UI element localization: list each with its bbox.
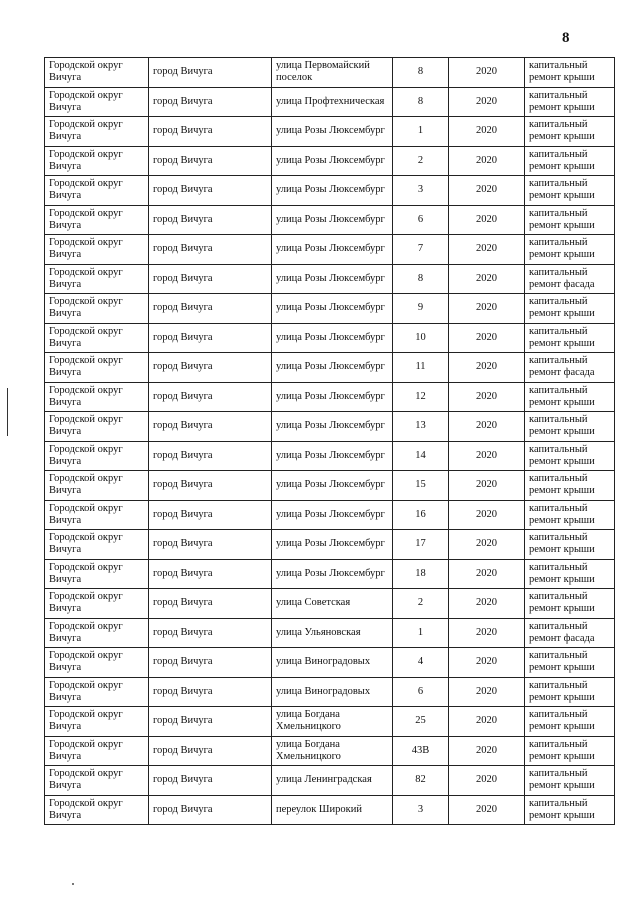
street-cell: улица Розы Люксембург (272, 559, 393, 589)
work-type-cell: капитальный ремонт крыши (525, 146, 615, 176)
district-cell: Городской округ Вичуга (45, 176, 149, 206)
work-type-cell: капитальный ремонт крыши (525, 117, 615, 147)
house-number-cell: 10 (393, 323, 449, 353)
city-cell: город Вичуга (149, 589, 272, 619)
street-cell: улица Розы Люксембург (272, 530, 393, 560)
house-number-cell: 12 (393, 382, 449, 412)
margin-mark (7, 388, 8, 436)
house-number-cell: 2 (393, 146, 449, 176)
year-cell: 2020 (449, 146, 525, 176)
district-cell: Городской округ Вичуга (45, 412, 149, 442)
work-type-cell: капитальный ремонт крыши (525, 471, 615, 501)
city-cell: город Вичуга (149, 382, 272, 412)
work-type-cell: капитальный ремонт крыши (525, 707, 615, 737)
house-number-cell: 1 (393, 618, 449, 648)
year-cell: 2020 (449, 117, 525, 147)
year-cell: 2020 (449, 235, 525, 265)
district-cell: Городской округ Вичуга (45, 471, 149, 501)
table-row (45, 648, 615, 678)
house-number-cell: 4 (393, 648, 449, 678)
year-cell: 2020 (449, 648, 525, 678)
city-cell: город Вичуга (149, 412, 272, 442)
year-cell: 2020 (449, 264, 525, 294)
work-type-cell: капитальный ремонт фасада (525, 264, 615, 294)
city-cell: город Вичуга (149, 736, 272, 766)
work-type-cell: капитальный ремонт крыши (525, 87, 615, 117)
year-cell: 2020 (449, 559, 525, 589)
street-cell: улица Розы Люксембург (272, 205, 393, 235)
table-row (45, 87, 615, 117)
city-cell: город Вичуга (149, 559, 272, 589)
year-cell: 2020 (449, 736, 525, 766)
table-row (45, 795, 615, 825)
city-cell: город Вичуга (149, 146, 272, 176)
table-row (45, 146, 615, 176)
house-number-cell: 13 (393, 412, 449, 442)
district-cell: Городской округ Вичуга (45, 736, 149, 766)
table-row (45, 58, 615, 88)
table-row (45, 176, 615, 206)
year-cell: 2020 (449, 205, 525, 235)
registry-table (44, 57, 615, 825)
street-cell: улица Богдана Хмельницкого (272, 707, 393, 737)
table-row (45, 323, 615, 353)
work-type-cell: капитальный ремонт крыши (525, 589, 615, 619)
city-cell: город Вичуга (149, 176, 272, 206)
district-cell: Городской округ Вичуга (45, 500, 149, 530)
table-row (45, 294, 615, 324)
work-type-cell: капитальный ремонт крыши (525, 500, 615, 530)
table-row (45, 500, 615, 530)
street-cell: улица Розы Люксембург (272, 146, 393, 176)
street-cell: улица Розы Люксембург (272, 353, 393, 383)
year-cell: 2020 (449, 618, 525, 648)
work-type-cell: капитальный ремонт крыши (525, 559, 615, 589)
street-cell: улица Розы Люксембург (272, 441, 393, 471)
house-number-cell: 3 (393, 176, 449, 206)
table-row (45, 205, 615, 235)
house-number-cell: 7 (393, 235, 449, 265)
year-cell: 2020 (449, 294, 525, 324)
city-cell: город Вичуга (149, 58, 272, 88)
work-type-cell: капитальный ремонт крыши (525, 412, 615, 442)
city-cell: город Вичуга (149, 648, 272, 678)
street-cell: улица Розы Люксембург (272, 500, 393, 530)
street-cell: улица Розы Люксембург (272, 412, 393, 442)
district-cell: Городской округ Вичуга (45, 648, 149, 678)
street-cell: улица Ульяновская (272, 618, 393, 648)
city-cell: город Вичуга (149, 530, 272, 560)
work-type-cell: капитальный ремонт крыши (525, 766, 615, 796)
city-cell: город Вичуга (149, 500, 272, 530)
work-type-cell: капитальный ремонт крыши (525, 441, 615, 471)
house-number-cell: 16 (393, 500, 449, 530)
table-row (45, 589, 615, 619)
table-row (45, 707, 615, 737)
table-row (45, 736, 615, 766)
district-cell: Городской округ Вичуга (45, 795, 149, 825)
district-cell: Городской округ Вичуга (45, 87, 149, 117)
house-number-cell: 14 (393, 441, 449, 471)
city-cell: город Вичуга (149, 87, 272, 117)
street-cell: улица Розы Люксембург (272, 117, 393, 147)
district-cell: Городской округ Вичуга (45, 58, 149, 88)
district-cell: Городской округ Вичуга (45, 205, 149, 235)
house-number-cell: 43В (393, 736, 449, 766)
city-cell: город Вичуга (149, 441, 272, 471)
district-cell: Городской округ Вичуга (45, 559, 149, 589)
work-type-cell: капитальный ремонт фасада (525, 618, 615, 648)
registry-body (45, 58, 615, 825)
city-cell: город Вичуга (149, 795, 272, 825)
street-cell: улица Розы Люксембург (272, 294, 393, 324)
house-number-cell: 8 (393, 58, 449, 88)
street-cell: улица Ленинградская (272, 766, 393, 796)
year-cell: 2020 (449, 471, 525, 501)
street-cell: улица Розы Люксембург (272, 471, 393, 501)
district-cell: Городской округ Вичуга (45, 323, 149, 353)
district-cell: Городской округ Вичуга (45, 707, 149, 737)
house-number-cell: 25 (393, 707, 449, 737)
year-cell: 2020 (449, 176, 525, 206)
street-cell: улица Розы Люксембург (272, 382, 393, 412)
year-cell: 2020 (449, 766, 525, 796)
work-type-cell: капитальный ремонт крыши (525, 176, 615, 206)
district-cell: Городской округ Вичуга (45, 235, 149, 265)
work-type-cell: капитальный ремонт крыши (525, 205, 615, 235)
street-cell: улица Профтехническая (272, 87, 393, 117)
street-cell: улица Розы Люксембург (272, 176, 393, 206)
work-type-cell: капитальный ремонт крыши (525, 235, 615, 265)
work-type-cell: капитальный ремонт крыши (525, 648, 615, 678)
table-row (45, 471, 615, 501)
work-type-cell: капитальный ремонт крыши (525, 294, 615, 324)
street-cell: улица Первомайский поселок (272, 58, 393, 88)
house-number-cell: 17 (393, 530, 449, 560)
year-cell: 2020 (449, 87, 525, 117)
city-cell: город Вичуга (149, 766, 272, 796)
year-cell: 2020 (449, 677, 525, 707)
district-cell: Городской округ Вичуга (45, 530, 149, 560)
district-cell: Городской округ Вичуга (45, 618, 149, 648)
district-cell: Городской округ Вичуга (45, 441, 149, 471)
city-cell: город Вичуга (149, 205, 272, 235)
year-cell: 2020 (449, 58, 525, 88)
table-row (45, 382, 615, 412)
district-cell: Городской округ Вичуга (45, 589, 149, 619)
city-cell: город Вичуга (149, 235, 272, 265)
year-cell: 2020 (449, 412, 525, 442)
district-cell: Городской округ Вичуга (45, 117, 149, 147)
page-number: 8 (562, 30, 570, 46)
table-row (45, 766, 615, 796)
table-row (45, 441, 615, 471)
house-number-cell: 6 (393, 677, 449, 707)
district-cell: Городской округ Вичуга (45, 146, 149, 176)
work-type-cell: капитальный ремонт крыши (525, 323, 615, 353)
table-row (45, 530, 615, 560)
house-number-cell: 8 (393, 264, 449, 294)
house-number-cell: 9 (393, 294, 449, 324)
year-cell: 2020 (449, 707, 525, 737)
work-type-cell: капитальный ремонт крыши (525, 58, 615, 88)
table-row (45, 412, 615, 442)
city-cell: город Вичуга (149, 294, 272, 324)
district-cell: Городской округ Вичуга (45, 766, 149, 796)
table-row (45, 677, 615, 707)
city-cell: город Вичуга (149, 117, 272, 147)
house-number-cell: 18 (393, 559, 449, 589)
year-cell: 2020 (449, 323, 525, 353)
house-number-cell: 11 (393, 353, 449, 383)
street-cell: улица Розы Люксембург (272, 264, 393, 294)
street-cell: переулок Широкий (272, 795, 393, 825)
work-type-cell: капитальный ремонт фасада (525, 353, 615, 383)
year-cell: 2020 (449, 795, 525, 825)
work-type-cell: капитальный ремонт крыши (525, 795, 615, 825)
year-cell: 2020 (449, 441, 525, 471)
year-cell: 2020 (449, 353, 525, 383)
year-cell: 2020 (449, 530, 525, 560)
house-number-cell: 8 (393, 87, 449, 117)
city-cell: город Вичуга (149, 618, 272, 648)
district-cell: Городской округ Вичуга (45, 353, 149, 383)
city-cell: город Вичуга (149, 707, 272, 737)
table-row (45, 264, 615, 294)
work-type-cell: капитальный ремонт крыши (525, 382, 615, 412)
district-cell: Городской округ Вичуга (45, 264, 149, 294)
work-type-cell: капитальный ремонт крыши (525, 736, 615, 766)
table-row (45, 559, 615, 589)
scan-speck (72, 883, 74, 885)
street-cell: улица Виноградовых (272, 648, 393, 678)
city-cell: город Вичуга (149, 471, 272, 501)
house-number-cell: 2 (393, 589, 449, 619)
work-type-cell: капитальный ремонт крыши (525, 530, 615, 560)
table-row (45, 353, 615, 383)
year-cell: 2020 (449, 382, 525, 412)
year-cell: 2020 (449, 589, 525, 619)
district-cell: Городской округ Вичуга (45, 382, 149, 412)
house-number-cell: 1 (393, 117, 449, 147)
street-cell: улица Советская (272, 589, 393, 619)
house-number-cell: 15 (393, 471, 449, 501)
table-row (45, 117, 615, 147)
city-cell: город Вичуга (149, 264, 272, 294)
city-cell: город Вичуга (149, 323, 272, 353)
street-cell: улица Розы Люксембург (272, 235, 393, 265)
house-number-cell: 82 (393, 766, 449, 796)
year-cell: 2020 (449, 500, 525, 530)
work-type-cell: капитальный ремонт крыши (525, 677, 615, 707)
city-cell: город Вичуга (149, 677, 272, 707)
table-row (45, 618, 615, 648)
street-cell: улица Розы Люксембург (272, 323, 393, 353)
district-cell: Городской округ Вичуга (45, 294, 149, 324)
house-number-cell: 3 (393, 795, 449, 825)
table-row (45, 235, 615, 265)
district-cell: Городской округ Вичуга (45, 677, 149, 707)
street-cell: улица Богдана Хмельницкого (272, 736, 393, 766)
house-number-cell: 6 (393, 205, 449, 235)
street-cell: улица Виноградовых (272, 677, 393, 707)
city-cell: город Вичуга (149, 353, 272, 383)
